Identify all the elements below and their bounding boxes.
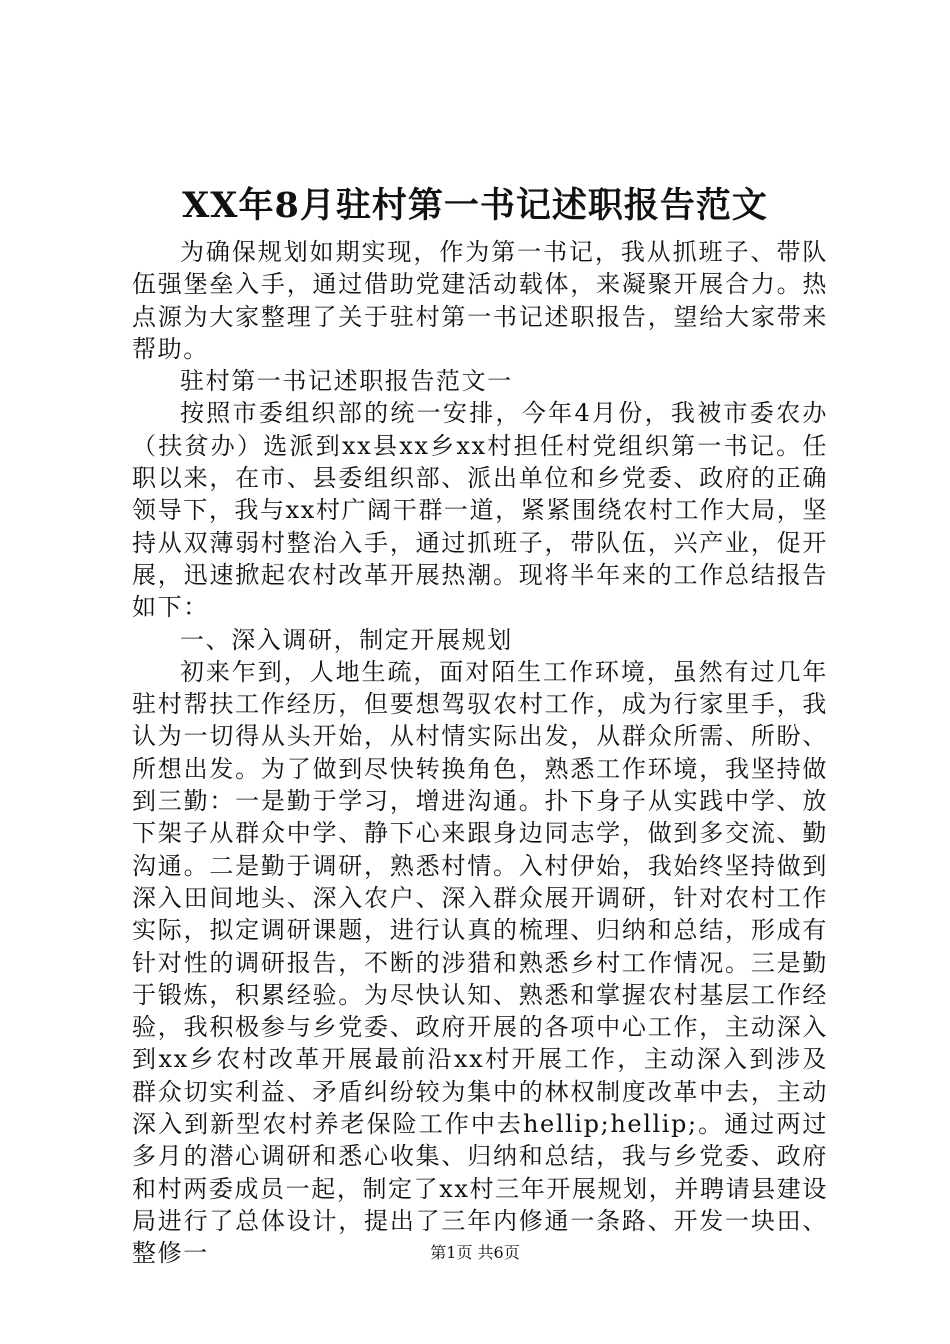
document-body [132,236,828,1270]
page-footer: 第1页 共6页 [430,1243,520,1262]
body-paragraph: 按照市委组织部的统一安排，今年4月份，我被市委农办（扶贫办）选派到xx县xx乡xx村担任村党组织第一书记。任职以来，在市、县委组织部、派出单位和乡党委、政府的正确领导下，我与xx村广阔干群一道，紧紧围绕农村工作大局，坚持从双薄弱村整治入手，通过抓班子，带队伍，兴产业，促开展，迅速掀起农村改革开展热潮。现将半年来的工作总结报告如下： [132,399,828,622]
document-title: XX年8月驻村第一书记述职报告范文 [182,185,768,226]
subsection-heading: 一、深入调研，制定开展规划 [180,625,513,654]
section-title: 驻村第一书记述职报告范文一 [180,367,513,396]
body-paragraph: 初来乍到，人地生疏，面对陌生工作环境，虽然有过几年驻村帮扶工作经历，但要想驾驭农村工作，成为行家里手，我认为一切得从头开始，从村情实际出发，从群众所需、所盼、所想出发。为了做到尽快转换角色，熟悉工作环境，我坚持做到三勤：一是勤于学习，增进沟通。扑下身子从实践中学、放下架子从群众中学、静下心来跟身边同志学，做到多交流、勤沟通。二是勤于调研，熟悉村情。入村伊始，我始终坚持做到深入田间地头、深入农户、深入群众展开调研，针对农村工作实际，拟定调研课题，进行认真的梳理、归纳和总结，形成有针对性的调研报告，不断的涉猎和熟悉乡村工作情况。三是勤于锻炼，积累经验。为尽快认知、熟悉和掌握农村基层工作经验，我积极参与乡党委、政府开展的各项中心工作，主动深入到xx乡农村改革开展最前沿xx村开展工作，主动深入到涉及群众切实利益、矛盾纠纷较为集中的林权制度改革中去，主动深入到新型农村养老保险工作中去hellip;hellip;。通过两过多月的潜心调研和悉心收集、归纳和总结，我与乡党委、政府和村两委成员一起，制定了xx村三年开展规划，并聘请县建设局进行了总体设计，提出了三年内修通一条路、开发一块田、整修一 [132,657,828,1268]
intro-paragraph: 为确保规划如期实现，作为第一书记，我从抓班子、带队伍强堡垒入手，通过借助党建活动载体，来凝聚开展合力。热点源为大家整理了关于驻村第一书记述职报告，望给大家带来帮助。 [132,238,828,363]
